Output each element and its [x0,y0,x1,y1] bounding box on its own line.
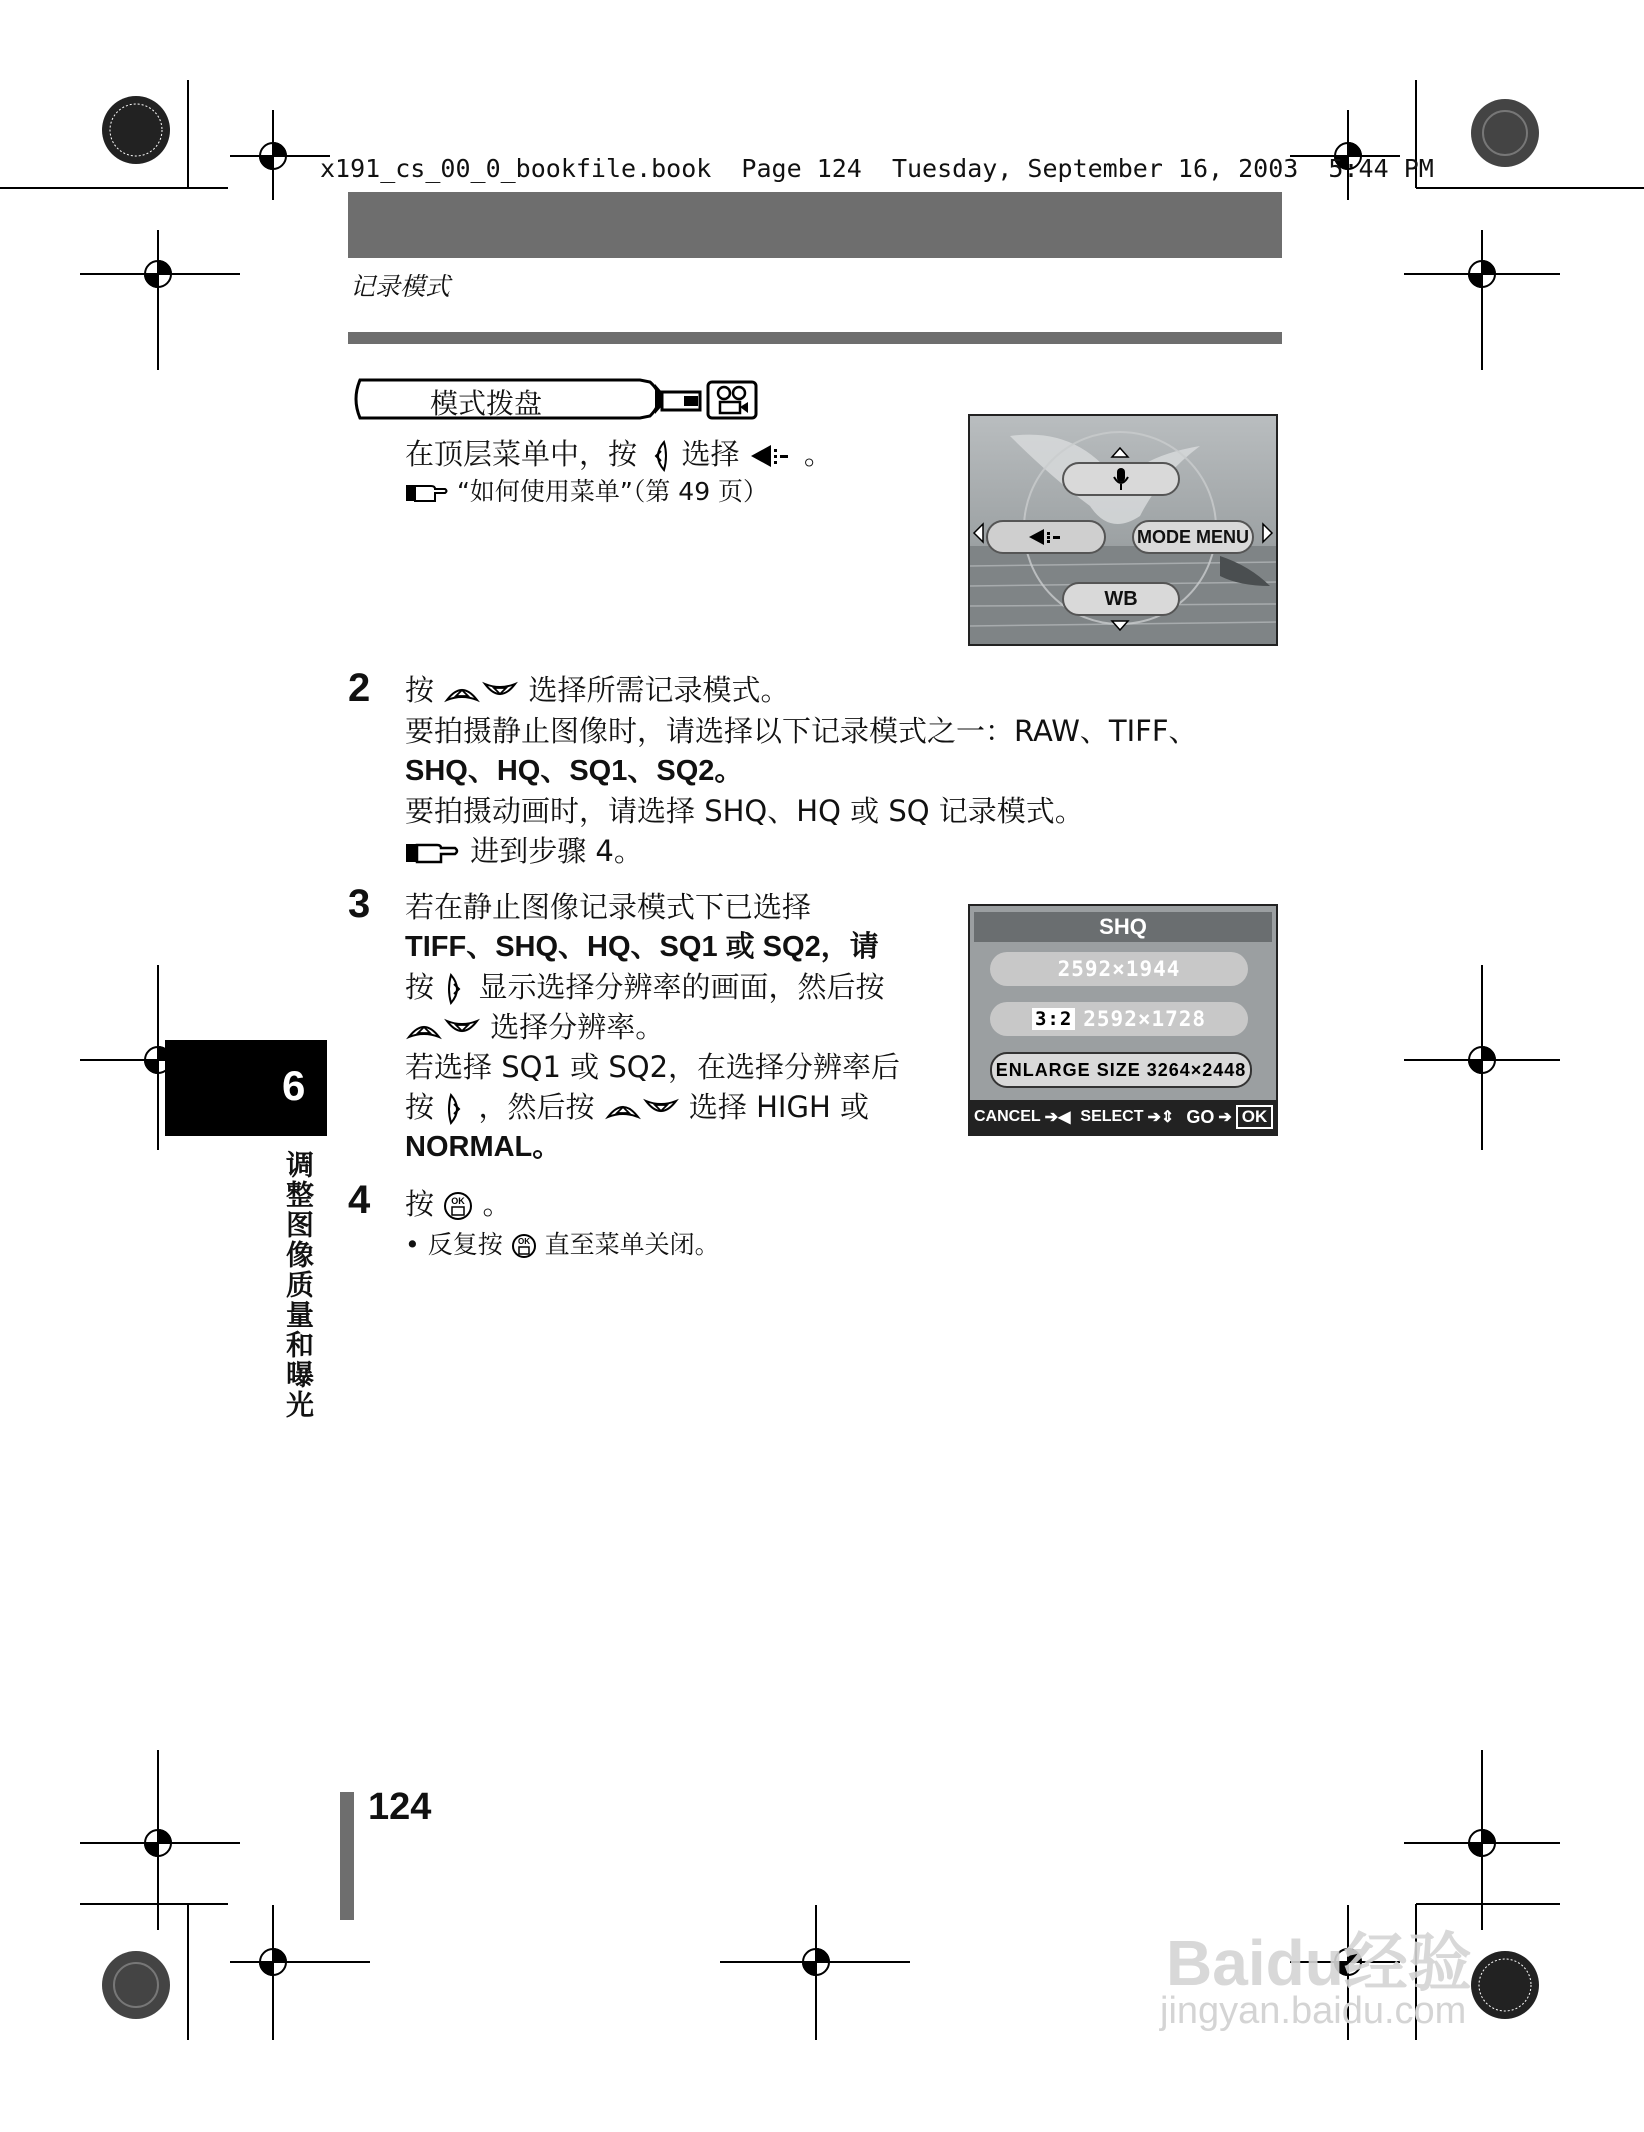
step1-text-mid: 选择 [681,437,740,471]
step2-select-text: 选择所需记录模式。 [528,673,790,707]
step4-number: 4 [348,1178,371,1222]
svg-text:OK: OK [517,1237,530,1246]
chapter-number: 6 [282,1062,306,1109]
step2-goto-text: 进到步骤 4。 [470,834,643,868]
aspect-tag: 3:2 [1032,1008,1075,1030]
watermark-url: jingyan.baidu.com [1160,1990,1467,2032]
up-arrow-icon [1110,446,1130,458]
left-item-pill [986,520,1106,554]
watermark-logo: Baidu经验 [1166,1927,1472,1999]
left-arrow-icon [972,522,984,544]
footer-go-label: GO [1186,1106,1215,1127]
file-info-line: x191_cs_00_0_bookfile.book Page 124 Tuesday, September 16, 2003 5:44 PM [320,154,1434,183]
step2-still-modes: 要拍摄静止图像时，请选择以下记录模式之一：RAW、TIFF、 [405,714,1198,748]
resolution-screen [968,904,1278,1136]
step3-display-text: 显示选择分辨率的画面，然后按 [478,970,885,1004]
step3-line3 [405,967,884,1007]
res-row-2 [990,1002,1248,1036]
footer-cancel-label: CANCEL [974,1108,1041,1125]
res-screen-footer [970,1100,1276,1134]
step3-line2: TIFF、SHQ、HQ、SQ1 或 SQ2，请 [405,931,879,963]
quality-menu-icon [1027,526,1065,548]
page-number: 124 [368,1786,432,1828]
footer-ok-label: OK [1236,1105,1274,1129]
step3-high-text: 选择 HIGH 或 [688,1090,869,1124]
step3-number: 3 [348,882,371,926]
left-arrow-button-icon [646,439,672,473]
step2-number: 2 [348,666,371,710]
step3-line6 [405,1087,869,1127]
step1-text-pre: 在顶层菜单中，按 [405,437,638,471]
step3-line5: 若选择 SQ1 或 SQ2，在选择分辨率后 [405,1050,901,1084]
header-bar [348,192,1282,258]
wb-pill: WB [1062,582,1180,616]
pointing-hand-icon [405,481,449,505]
step3-line1: 若在静止图像记录模式下已选择 [405,890,812,924]
footer-go-arrow-icon: ➔ [1218,1109,1232,1126]
step2-goto [405,831,643,871]
step3-resolution-text: 选择分辨率。 [490,1010,665,1044]
step2-press-text: 按 [405,673,435,707]
svg-text:OK: OK [451,1196,465,1206]
step1-text-post: 。 [803,437,833,471]
step2-line1 [405,670,789,710]
camera-mode-icon [662,380,772,422]
res-screen-title: SHQ [1099,914,1147,939]
step1-reference-text: “如何使用菜单”（第 49 页） [456,477,769,506]
mode-menu-pill: MODE MENU [1132,520,1254,554]
step2-still-modes-cont: SHQ、HQ、SQ1、SQ2。 [405,755,744,787]
right-arrow-icon [1262,522,1274,544]
down-arrow-icon [1110,620,1130,632]
section-divider [348,332,1282,344]
step3-line4 [405,1007,664,1047]
step3-press2-text: 按 [405,1090,435,1124]
step4-press-text: 按 [405,1187,435,1221]
chapter-label: 调整图像质量和曝光 [282,1150,315,1420]
ok-button-icon [443,1191,473,1221]
footer-select-arrow-icon: ➔⇕ [1147,1109,1175,1126]
footer-cancel-arrow-icon: ➔◀ [1044,1109,1071,1126]
right-arrow-button-icon [443,1092,469,1126]
top-menu-screen [968,414,1278,646]
quality-icon [749,441,795,471]
step4-bullet [405,1228,720,1262]
top-item-pill [1062,462,1180,496]
res-row-3-selected: ENLARGE SIZE 3264×2448 [990,1052,1252,1088]
step1-instruction [405,434,833,474]
mic-icon [1112,467,1130,491]
up-down-buttons-icon [443,678,519,706]
up-down-buttons-icon [604,1095,680,1123]
step4-bullet-text: • 反复按 [405,1230,503,1259]
step4-bullet-post: 直至菜单关闭。 [544,1230,720,1259]
page-number-bar [340,1792,354,1920]
step1-reference [405,475,768,509]
step4-period: 。 [482,1187,512,1221]
step4-line1 [405,1184,511,1224]
mode-dial-label: 模式拨盘 [430,387,543,420]
step3-then-text: ，然后按 [478,1090,595,1124]
step3-line7: NORMAL。 [405,1131,562,1163]
ok-button-icon [511,1233,537,1259]
res-row-2-value: 2592×1728 [1083,1007,1207,1031]
step3-press-text: 按 [405,970,435,1004]
res-row-1: 2592×1944 [990,952,1248,986]
up-down-buttons-icon [405,1015,481,1043]
right-arrow-button-icon [443,972,469,1006]
footer-select-label: SELECT [1080,1108,1144,1125]
pointing-hand-icon [405,839,461,867]
step2-movie-modes: 要拍摄动画时，请选择 SHQ、HQ 或 SQ 记录模式。 [405,794,1084,828]
section-title: 记录模式 [350,272,451,301]
